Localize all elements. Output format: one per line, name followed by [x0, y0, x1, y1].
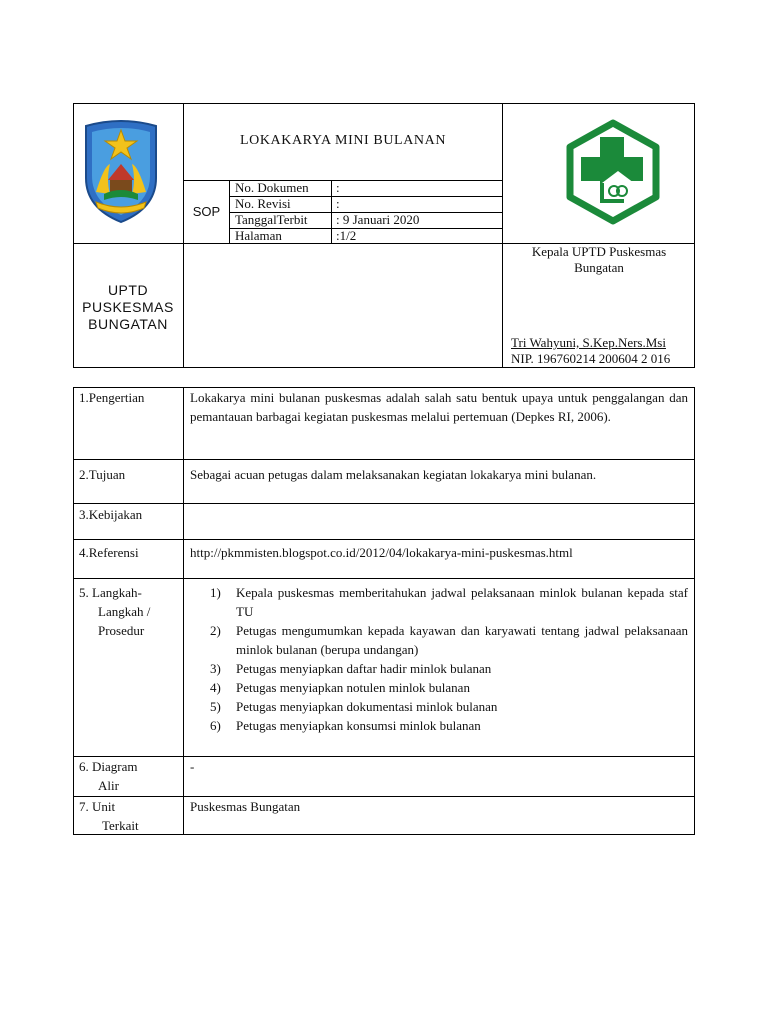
step-text: Petugas menyiapkan dokumentasi minlok bulanan — [236, 699, 498, 714]
meta-value-tanggal-terbit: : 9 Januari 2020 — [336, 212, 420, 227]
row-divider-2 — [73, 503, 695, 504]
signer-nip: NIP. 196760214 200604 2 016 — [511, 351, 671, 366]
step-number: 5) — [210, 699, 221, 714]
prosedur-label-line-1: 5. Langkah- — [79, 585, 142, 600]
step-number: 2) — [210, 623, 221, 638]
signer-name: Tri Wahyuni, S.Kep.Ners.Msi — [511, 335, 666, 350]
kebijakan-label: 3.Kebijakan — [79, 507, 143, 522]
step-text: Petugas menyiapkan daftar hadir minlok bulanan — [236, 661, 492, 676]
signer-title-line-1: Kepala UPTD Puskesmas — [531, 244, 667, 259]
meta-label-tanggal-terbit: TanggalTerbit — [235, 212, 308, 227]
diagram-label-line-1: 6. Diagram — [79, 759, 138, 774]
row-divider-3 — [73, 539, 695, 540]
meta-label-no-dokumen: No. Dokumen — [235, 180, 309, 195]
tujuan-content: Sebagai acuan petugas dalam melaksanakan kegiatan lokakarya mini bulanan. — [190, 467, 597, 482]
diagram-content: - — [190, 759, 195, 774]
unit-content: Puskesmas Bungatan — [190, 799, 301, 814]
organization-line-2: PUSKESMAS — [82, 299, 174, 315]
diagram-label-line-2: Alir — [98, 778, 119, 793]
organization-line-1: UPTD — [107, 282, 149, 298]
step-number: 4) — [210, 680, 221, 695]
list-item — [210, 697, 688, 716]
unit-label-line-2: Terkait — [102, 818, 139, 833]
step-number: 1) — [210, 585, 221, 600]
list-item — [210, 716, 688, 735]
list-item — [210, 678, 688, 697]
pengertian-content: Lokakarya mini bulanan puskesmas adalah salah satu bentuk upaya untuk penggalangan dan pemantauan barbagai kegiatan puskesmas melalui pertemuan (Depkes RI, 2006). — [190, 390, 688, 424]
row-divider-4 — [73, 578, 695, 579]
step-text: Petugas menyiapkan notulen minlok bulanan — [236, 680, 470, 695]
unit-label — [79, 797, 181, 835]
step-number: 6) — [210, 718, 221, 733]
pengertian-label: 1.Pengertian — [79, 390, 145, 405]
organization-name — [74, 282, 182, 333]
puskesmas-cross-icon — [564, 119, 662, 225]
sop-label: SOP — [192, 204, 221, 219]
header-title-divider — [183, 180, 503, 181]
list-item — [210, 583, 688, 621]
tujuan-label: 2.Tujuan — [79, 467, 126, 482]
meta-value-no-dokumen: : — [336, 180, 340, 195]
signer-title-line-2: Bungatan — [574, 260, 624, 275]
list-item — [210, 621, 688, 659]
regional-emblem-logo — [80, 120, 162, 226]
document-title: LOKAKARYA MINI BULANAN — [239, 133, 447, 148]
regional-emblem-icon — [80, 120, 162, 226]
body-col-divider — [183, 387, 184, 835]
unit-label-line-1: 7. Unit — [79, 799, 116, 814]
meta-label-no-revisi: No. Revisi — [235, 196, 291, 211]
header-divider-right — [502, 103, 503, 368]
referensi-label: 4.Referensi — [79, 545, 139, 560]
meta-value-halaman: :1/2 — [336, 228, 357, 243]
step-number: 3) — [210, 661, 221, 676]
step-text: Kepala puskesmas memberitahukan jadwal pelaksanaan minlok bulanan kepada staf TU — [236, 585, 688, 619]
prosedur-label — [79, 583, 181, 640]
list-item — [210, 659, 688, 678]
step-text: Petugas menyiapkan konsumsi minlok bulanan — [236, 718, 481, 733]
diagram-label — [79, 757, 181, 795]
signer-title — [504, 244, 694, 276]
puskesmas-logo — [564, 119, 662, 225]
prosedur-label-line-2: Langkah / — [98, 604, 151, 619]
prosedur-label-line-3: Prosedur — [98, 623, 145, 638]
meta-label-halaman: Halaman — [235, 228, 282, 243]
prosedur-steps-list — [210, 583, 688, 735]
referensi-link[interactable]: http://pkmmisten.blogspot.co.id/2012/04/lokakarya-mini-puskesmas.html — [190, 545, 573, 560]
meta-value-no-revisi: : — [336, 196, 340, 211]
organization-line-3: BUNGATAN — [88, 316, 168, 332]
step-text: Petugas mengumumkan kepada kayawan dan karyawati tentang jadwal pelaksanaan minlok bulanan (berupa undangan) — [236, 623, 688, 657]
row-divider-1 — [73, 459, 695, 460]
